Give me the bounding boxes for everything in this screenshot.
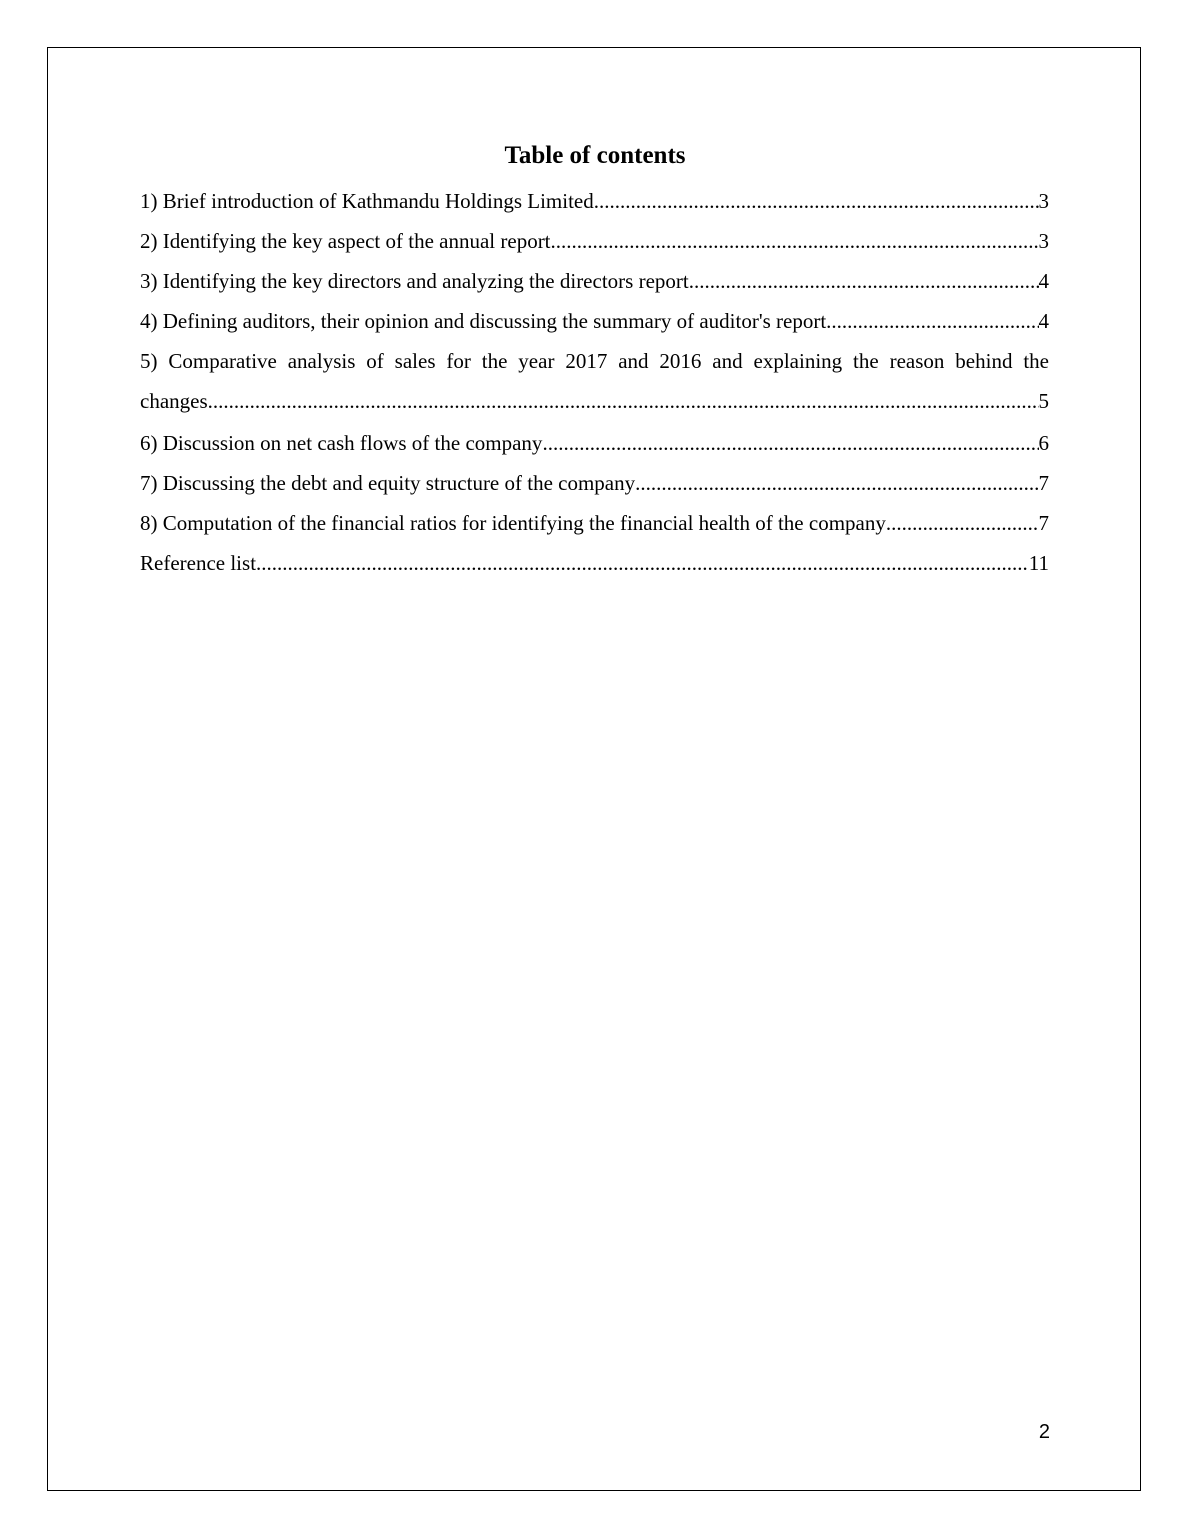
toc-dot-leader bbox=[886, 506, 1039, 540]
page-number: 2 bbox=[1038, 1421, 1050, 1443]
toc-entry[interactable] bbox=[140, 466, 1049, 506]
toc-entry-text: 6) Discussion on net cash flows of the company bbox=[140, 431, 543, 455]
toc-entry[interactable] bbox=[140, 506, 1049, 546]
toc-entry[interactable] bbox=[140, 546, 1049, 586]
toc-entry-page: 5 bbox=[1038, 389, 1049, 413]
toc-dot-leader bbox=[208, 384, 1039, 418]
toc-entry-page: 3 bbox=[1038, 189, 1049, 213]
toc-entry-text: Reference list bbox=[140, 551, 257, 575]
toc-entry-page: 3 bbox=[1038, 229, 1049, 253]
toc-entry-text: 2) Identifying the key aspect of the annual report bbox=[140, 229, 551, 253]
toc-entry[interactable] bbox=[140, 426, 1049, 466]
toc-dot-leader bbox=[635, 466, 1038, 500]
toc-entry-text: 1) Brief introduction of Kathmandu Holdings Limited bbox=[140, 189, 594, 213]
toc-entry-page: 4 bbox=[1038, 309, 1049, 333]
toc-entry-text: 3) Identifying the key directors and analyzing the directors report bbox=[140, 269, 689, 293]
toc-entry-text: 4) Defining auditors, their opinion and discussing the summary of auditor's report bbox=[140, 309, 827, 333]
toc-entry-page: 11 bbox=[1028, 551, 1049, 575]
toc-entry-text-line2: changes bbox=[140, 389, 208, 413]
toc-dot-leader bbox=[689, 264, 1039, 298]
toc-dot-leader bbox=[551, 224, 1039, 258]
toc-entry[interactable] bbox=[140, 224, 1049, 264]
toc-entry[interactable] bbox=[140, 264, 1049, 304]
toc-entry-text-line1: 5) Comparative analysis of sales for the year 2017 and 2016 and explaining the reason behind the bbox=[140, 349, 1049, 373]
toc-dot-leader bbox=[542, 426, 1038, 460]
toc-entry-text: 8) Computation of the financial ratios for identifying the financial health of the company bbox=[140, 511, 886, 535]
toc-entry[interactable] bbox=[140, 304, 1049, 344]
toc-entry[interactable] bbox=[140, 184, 1049, 224]
toc-entry-page: 4 bbox=[1038, 269, 1049, 293]
toc-entry[interactable] bbox=[140, 344, 1049, 426]
toc-entry-page: 7 bbox=[1038, 471, 1049, 495]
toc-dot-leader bbox=[826, 304, 1038, 338]
toc-entry-page: 7 bbox=[1038, 511, 1049, 535]
toc-entry-page: 6 bbox=[1038, 431, 1049, 455]
toc-dot-leader bbox=[256, 546, 1029, 580]
toc-title: Table of contents bbox=[504, 142, 686, 169]
table-of-contents bbox=[140, 184, 1049, 586]
toc-dot-leader bbox=[594, 184, 1039, 218]
toc-entry-text: 7) Discussing the debt and equity structure of the company bbox=[140, 471, 636, 495]
